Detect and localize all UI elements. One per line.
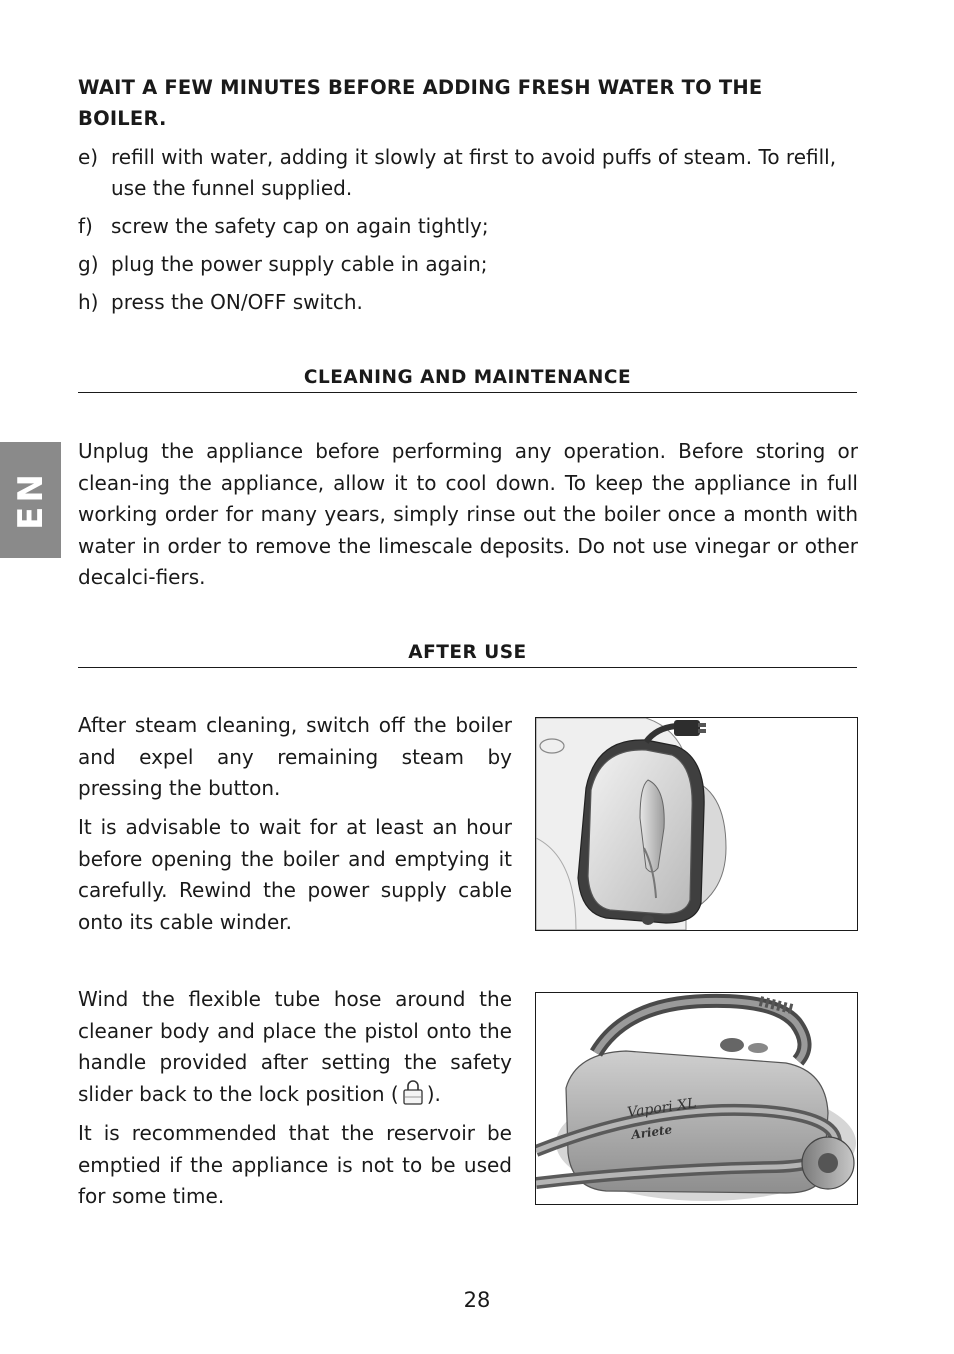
step-text: screw the safety cap on again tightly;	[111, 214, 489, 238]
step-label: h)	[78, 290, 99, 314]
steam-cleaner-illustration	[535, 992, 858, 1205]
refill-steps	[78, 142, 858, 325]
list-item	[78, 249, 858, 280]
lock-icon	[402, 1079, 424, 1115]
list-item	[78, 142, 858, 204]
step-text: refill with water, adding it slowly at first to avoid puffs of steam. To refill, use the funnel supplied.	[111, 145, 837, 200]
list-item	[78, 211, 858, 242]
cleaning-heading: CLEANING AND MAINTENANCE	[78, 367, 857, 393]
language-tab-label: EN	[10, 470, 51, 530]
paragraph-text: Wind the flexible tube hose around the cleaner body and place the pistol onto the handle provided after setting the safety slider back to the lock position (	[78, 987, 512, 1106]
step-text: press the ON/OFF switch.	[111, 290, 363, 314]
brand-label: Ariete	[630, 1122, 674, 1142]
step-label: f)	[78, 214, 93, 238]
after-use-paragraph-2: It is advisable to wait for at least an hour before opening the boiler and emptying it carefully. Rewind the power supply cable onto its cable winder.	[78, 815, 512, 934]
after-use-paragraph-4: It is recommended that the reservoir be emptied if the appliance is not to be used for some time.	[78, 1121, 512, 1209]
step-label: e)	[78, 145, 99, 169]
after-use-paragraph-1: After steam cleaning, switch off the boiler and expel any remaining steam by pressing the button.	[78, 713, 512, 801]
language-tab	[0, 442, 61, 558]
after-use-paragraph-3	[78, 984, 512, 1114]
after-use-heading: AFTER USE	[78, 642, 857, 668]
cleaning-body: Unplug the appliance before performing any operation. Before storing or clean-ing the appliance, allow it to cool down. To keep the appliance in full working order for many years, simply rinse out the boiler once a month with water in order to remove the limescale deposits. Do not use vinegar or other decalci-fiers.	[78, 439, 858, 590]
model-label: Vapori XL	[626, 1095, 698, 1121]
list-item	[78, 287, 858, 318]
paragraph-text: ).	[426, 1081, 441, 1106]
step-label: g)	[78, 252, 99, 276]
warning-text: WAIT A FEW MINUTES BEFORE ADDING FRESH WATER TO THE BOILER.	[78, 76, 763, 130]
page-number: 28	[463, 1288, 491, 1312]
cable-winder-illustration	[535, 717, 858, 931]
step-text: plug the power supply cable in again;	[111, 252, 488, 276]
